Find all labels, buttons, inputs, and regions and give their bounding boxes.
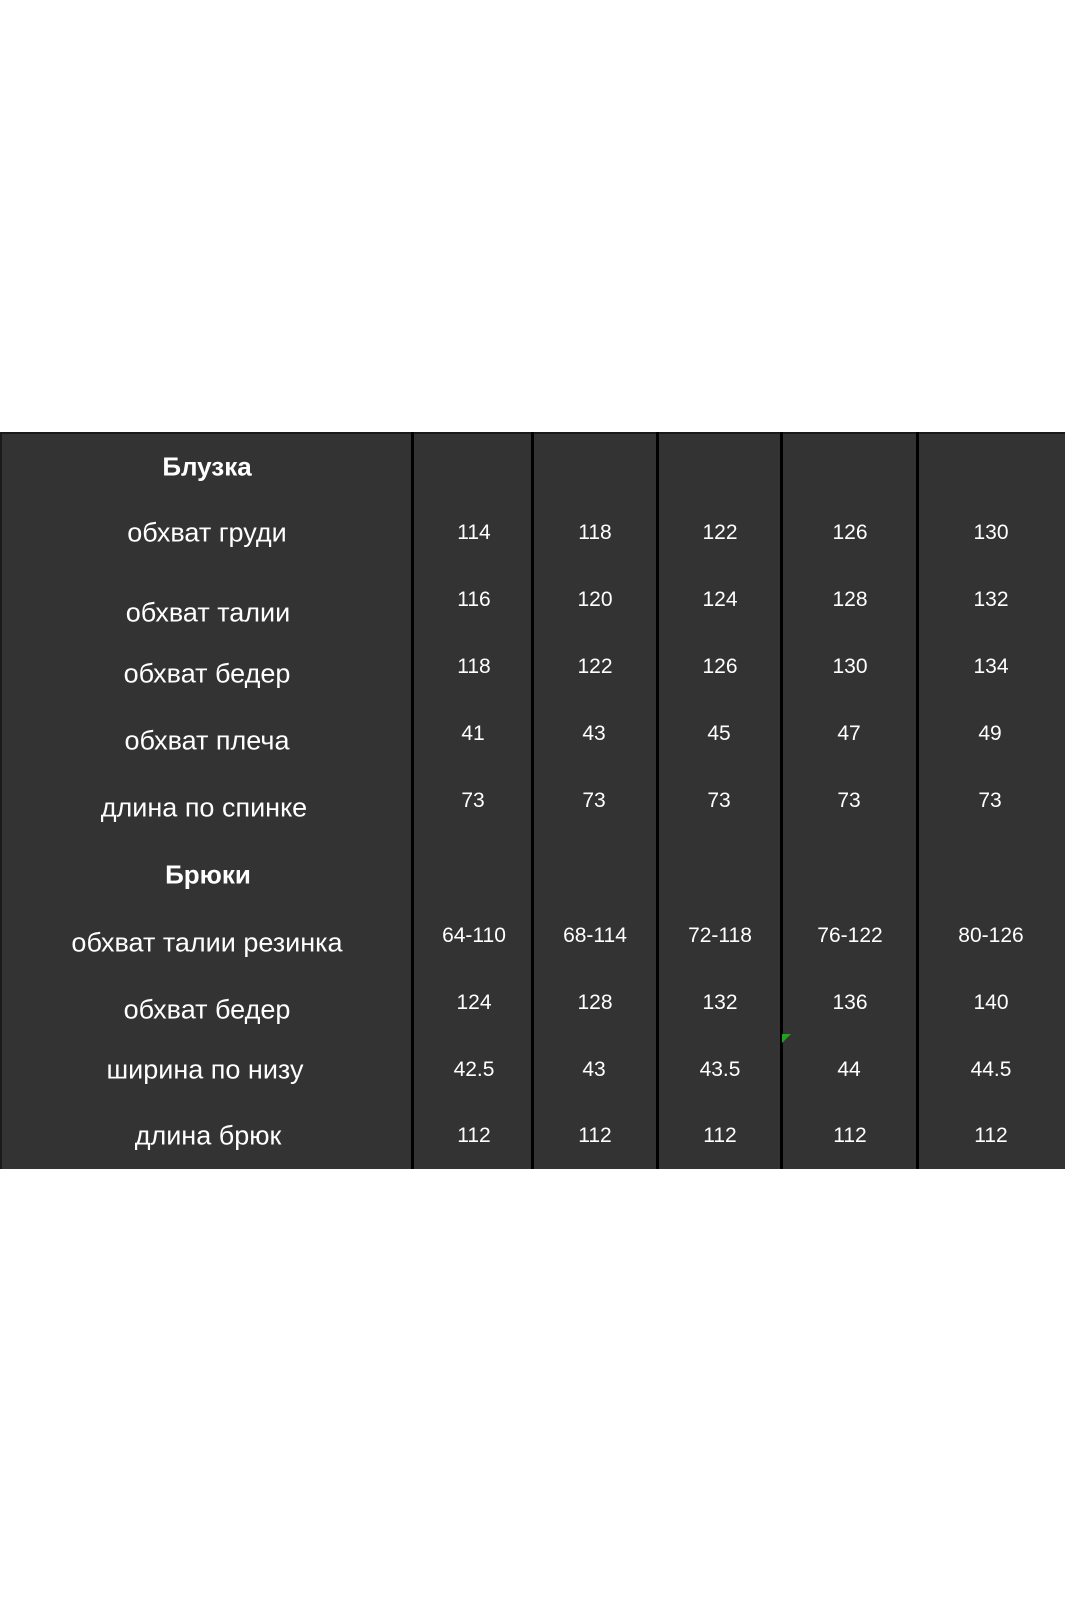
table-cell: 44 (837, 1058, 861, 1081)
table-cell: 41 (461, 722, 485, 745)
table-cell: 122 (577, 655, 613, 678)
table-cell: 114 (457, 521, 491, 544)
section-title-trousers: Брюки (165, 859, 251, 890)
table-cell: 126 (832, 521, 868, 544)
row-label: ширина по низу (106, 1054, 304, 1085)
table-cell: 120 (577, 588, 613, 611)
row-label: обхват плеча (124, 725, 290, 756)
column-divider (411, 432, 414, 1169)
table-cell: 134 (973, 655, 1009, 678)
table-cell: 42.5 (453, 1058, 495, 1081)
table-cell: 43.5 (699, 1058, 741, 1081)
table-cell: 132 (702, 991, 738, 1014)
table-cell: 68-114 (563, 924, 627, 947)
column-divider (916, 432, 919, 1169)
table-cell: 128 (832, 588, 868, 611)
row-label: обхват бедер (123, 658, 291, 689)
table-cell: 73 (837, 789, 861, 812)
table-cell: 130 (973, 521, 1009, 544)
row-label: обхват бедер (123, 994, 291, 1025)
table-cell: 112 (833, 1124, 867, 1147)
column-divider (780, 432, 783, 1169)
table-left-edge (0, 432, 2, 1169)
row-label: обхват талии резинка (71, 927, 343, 958)
column-divider (531, 432, 534, 1169)
size-table (0, 432, 1065, 1169)
table-cell: 112 (457, 1124, 491, 1147)
table-cell: 128 (577, 991, 613, 1014)
table-cell: 112 (578, 1124, 612, 1147)
table-cell: 124 (702, 588, 738, 611)
table-cell: 43 (582, 1058, 606, 1081)
table-cell: 43 (582, 722, 606, 745)
row-label: длина брюк (134, 1120, 282, 1151)
column-divider (656, 432, 659, 1169)
table-cell: 80-126 (958, 924, 1024, 947)
table-cell: 136 (832, 991, 868, 1014)
table-cell: 122 (702, 521, 738, 544)
table-cell: 112 (974, 1124, 1008, 1147)
table-cell: 47 (837, 722, 861, 745)
section-title-blouse: Блузка (162, 451, 252, 482)
table-cell: 73 (707, 789, 731, 812)
table-cell: 73 (978, 789, 1002, 812)
table-cell: 76-122 (817, 924, 883, 947)
table-cell: 118 (578, 521, 612, 544)
row-label: обхват талии (125, 597, 291, 628)
table-cell: 49 (978, 722, 1002, 745)
table-cell: 130 (832, 655, 868, 678)
table-cell: 44.5 (970, 1058, 1012, 1081)
table-cell: 64-110 (442, 924, 506, 947)
table-cell: 140 (973, 991, 1009, 1014)
table-cell: 45 (707, 722, 731, 745)
row-label: обхват груди (127, 517, 287, 548)
cell-comment-marker (782, 1034, 791, 1043)
table-cell: 126 (702, 655, 738, 678)
table-cell: 118 (457, 655, 491, 678)
table-cell: 73 (582, 789, 606, 812)
table-cell: 73 (461, 789, 485, 812)
table-cell: 124 (456, 991, 492, 1014)
table-cell: 116 (457, 588, 491, 611)
table-cell: 72-118 (688, 924, 752, 947)
row-label: длина по спинке (100, 792, 308, 823)
table-cell: 132 (973, 588, 1009, 611)
table-cell: 112 (703, 1124, 737, 1147)
